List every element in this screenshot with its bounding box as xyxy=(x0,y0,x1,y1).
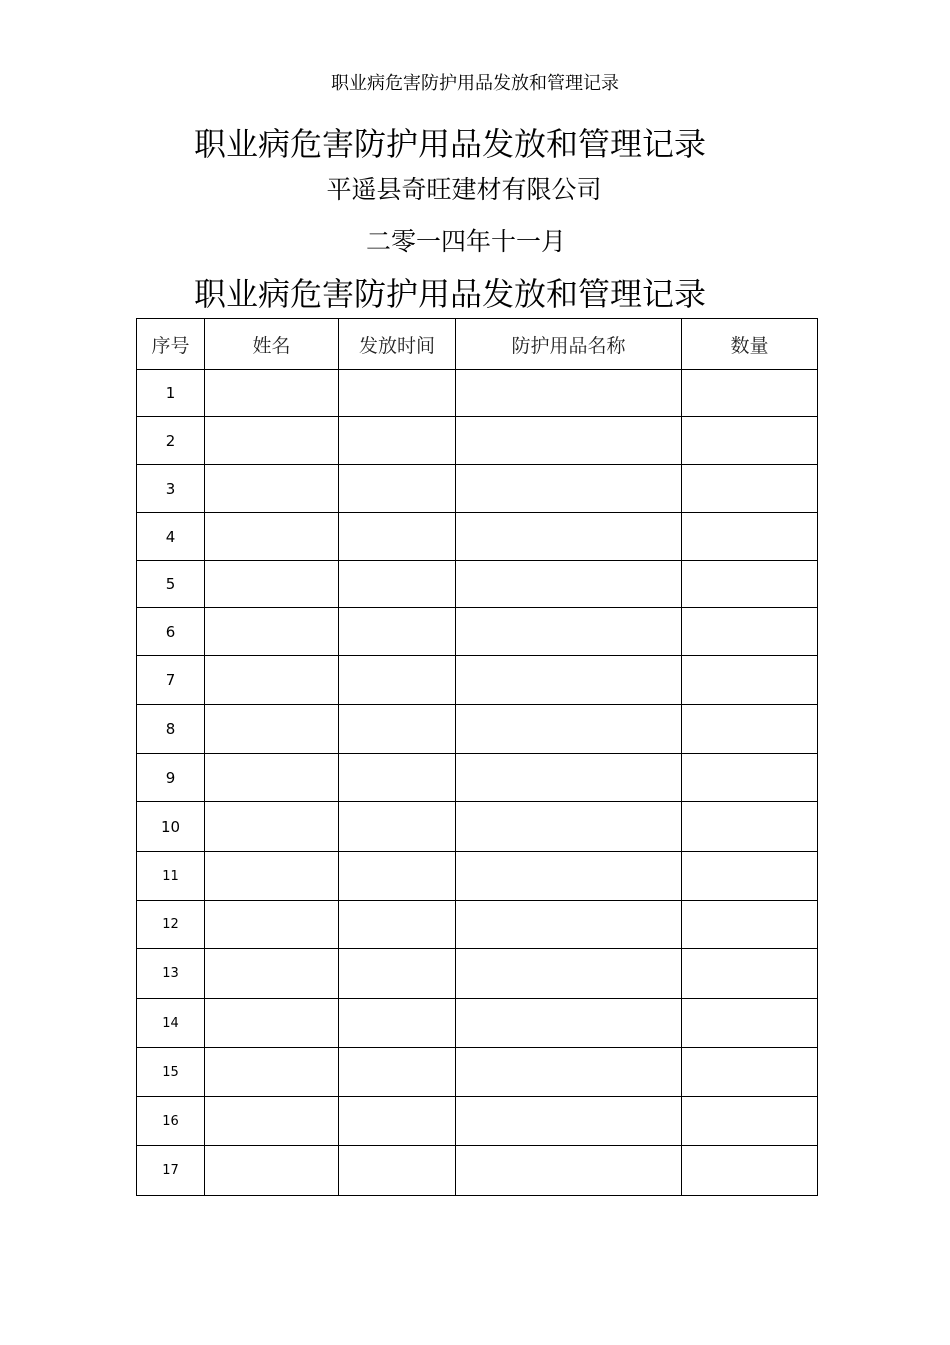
cell-name xyxy=(205,754,339,802)
table-row xyxy=(137,802,818,852)
cell-item-name xyxy=(456,705,682,754)
cell-issue-time xyxy=(339,561,456,608)
cell-issue-time xyxy=(339,901,456,949)
cell-issue-time xyxy=(339,608,456,656)
table-row xyxy=(137,754,818,802)
cell-issue-time xyxy=(339,802,456,852)
cell-serial-number: 16 xyxy=(137,1097,205,1146)
cell-name xyxy=(205,901,339,949)
cell-quantity xyxy=(682,513,818,561)
cell-issue-time xyxy=(339,1048,456,1097)
running-header: 职业病危害防护用品发放和管理记录 xyxy=(331,73,619,94)
cell-serial-number: 7 xyxy=(137,656,205,705)
cell-serial-number: 4 xyxy=(137,513,205,561)
cell-item-name xyxy=(456,513,682,561)
cell-name xyxy=(205,1146,339,1196)
cell-name xyxy=(205,513,339,561)
table-row xyxy=(137,370,818,417)
cell-item-name xyxy=(456,465,682,513)
cell-item-name xyxy=(456,901,682,949)
header-item-name: 防护用品名称 xyxy=(456,319,682,370)
cell-serial-number: 2 xyxy=(137,417,205,465)
header-quantity: 数量 xyxy=(682,319,818,370)
cell-name xyxy=(205,1048,339,1097)
cell-serial-number: 10 xyxy=(137,802,205,852)
cell-quantity xyxy=(682,561,818,608)
document-date: 二零一四年十一月 xyxy=(365,227,566,256)
cell-issue-time xyxy=(339,656,456,705)
cell-name xyxy=(205,417,339,465)
cell-issue-time xyxy=(339,852,456,901)
cell-item-name xyxy=(456,999,682,1048)
header-issue-time: 发放时间 xyxy=(339,319,456,370)
cell-issue-time xyxy=(339,1146,456,1196)
table-body xyxy=(137,370,818,1196)
cell-issue-time xyxy=(339,949,456,999)
cell-issue-time xyxy=(339,370,456,417)
cell-quantity xyxy=(682,1146,818,1196)
cell-serial-number: 13 xyxy=(137,949,205,999)
cell-name xyxy=(205,802,339,852)
cell-serial-number: 15 xyxy=(137,1048,205,1097)
cell-item-name xyxy=(456,1097,682,1146)
cell-item-name xyxy=(456,656,682,705)
cell-serial-number: 5 xyxy=(137,561,205,608)
table-row xyxy=(137,1097,818,1146)
table-row xyxy=(137,1048,818,1097)
cell-name xyxy=(205,949,339,999)
table-row xyxy=(137,852,818,901)
cell-quantity xyxy=(682,608,818,656)
cell-name xyxy=(205,705,339,754)
company-name: 平遥县奇旺建材有限公司 xyxy=(326,175,602,204)
cell-serial-number: 6 xyxy=(137,608,205,656)
cell-item-name xyxy=(456,1048,682,1097)
cell-item-name xyxy=(456,852,682,901)
record-table xyxy=(136,318,818,1196)
header-name: 姓名 xyxy=(205,319,339,370)
table-row xyxy=(137,561,818,608)
table-row xyxy=(137,465,818,513)
cell-name xyxy=(205,656,339,705)
table-row xyxy=(137,705,818,754)
table-row xyxy=(137,1146,818,1196)
cell-quantity xyxy=(682,417,818,465)
table-title: 职业病危害防护用品发放和管理记录 xyxy=(193,275,706,313)
cell-item-name xyxy=(456,370,682,417)
cell-quantity xyxy=(682,852,818,901)
table-row xyxy=(137,417,818,465)
cell-issue-time xyxy=(339,417,456,465)
cell-serial-number: 9 xyxy=(137,754,205,802)
main-title: 职业病危害防护用品发放和管理记录 xyxy=(193,125,706,163)
table-row xyxy=(137,999,818,1048)
table-header-row xyxy=(137,319,818,370)
cell-issue-time xyxy=(339,999,456,1048)
cell-quantity xyxy=(682,1048,818,1097)
cell-name xyxy=(205,608,339,656)
header-serial-number: 序号 xyxy=(137,319,205,370)
cell-quantity xyxy=(682,656,818,705)
cell-quantity xyxy=(682,705,818,754)
cell-issue-time xyxy=(339,1097,456,1146)
cell-serial-number: 14 xyxy=(137,999,205,1048)
cell-item-name xyxy=(456,802,682,852)
cell-quantity xyxy=(682,901,818,949)
cell-serial-number: 8 xyxy=(137,705,205,754)
cell-item-name xyxy=(456,949,682,999)
cell-quantity xyxy=(682,465,818,513)
cell-quantity xyxy=(682,1097,818,1146)
cell-name xyxy=(205,370,339,417)
cell-issue-time xyxy=(339,513,456,561)
cell-name xyxy=(205,561,339,608)
cell-serial-number: 12 xyxy=(137,901,205,949)
table-row xyxy=(137,513,818,561)
cell-quantity xyxy=(682,802,818,852)
cell-item-name xyxy=(456,1146,682,1196)
table-row xyxy=(137,608,818,656)
cell-name xyxy=(205,999,339,1048)
cell-quantity xyxy=(682,754,818,802)
cell-name xyxy=(205,852,339,901)
cell-item-name xyxy=(456,608,682,656)
cell-serial-number: 11 xyxy=(137,852,205,901)
cell-item-name xyxy=(456,561,682,608)
table-row xyxy=(137,901,818,949)
cell-name xyxy=(205,1097,339,1146)
cell-quantity xyxy=(682,999,818,1048)
cell-serial-number: 17 xyxy=(137,1146,205,1196)
cell-issue-time xyxy=(339,754,456,802)
cell-quantity xyxy=(682,370,818,417)
cell-name xyxy=(205,465,339,513)
cell-serial-number: 1 xyxy=(137,370,205,417)
cell-item-name xyxy=(456,754,682,802)
cell-serial-number: 3 xyxy=(137,465,205,513)
cell-quantity xyxy=(682,949,818,999)
cell-item-name xyxy=(456,417,682,465)
cell-issue-time xyxy=(339,705,456,754)
table-row xyxy=(137,656,818,705)
table-row xyxy=(137,949,818,999)
cell-issue-time xyxy=(339,465,456,513)
